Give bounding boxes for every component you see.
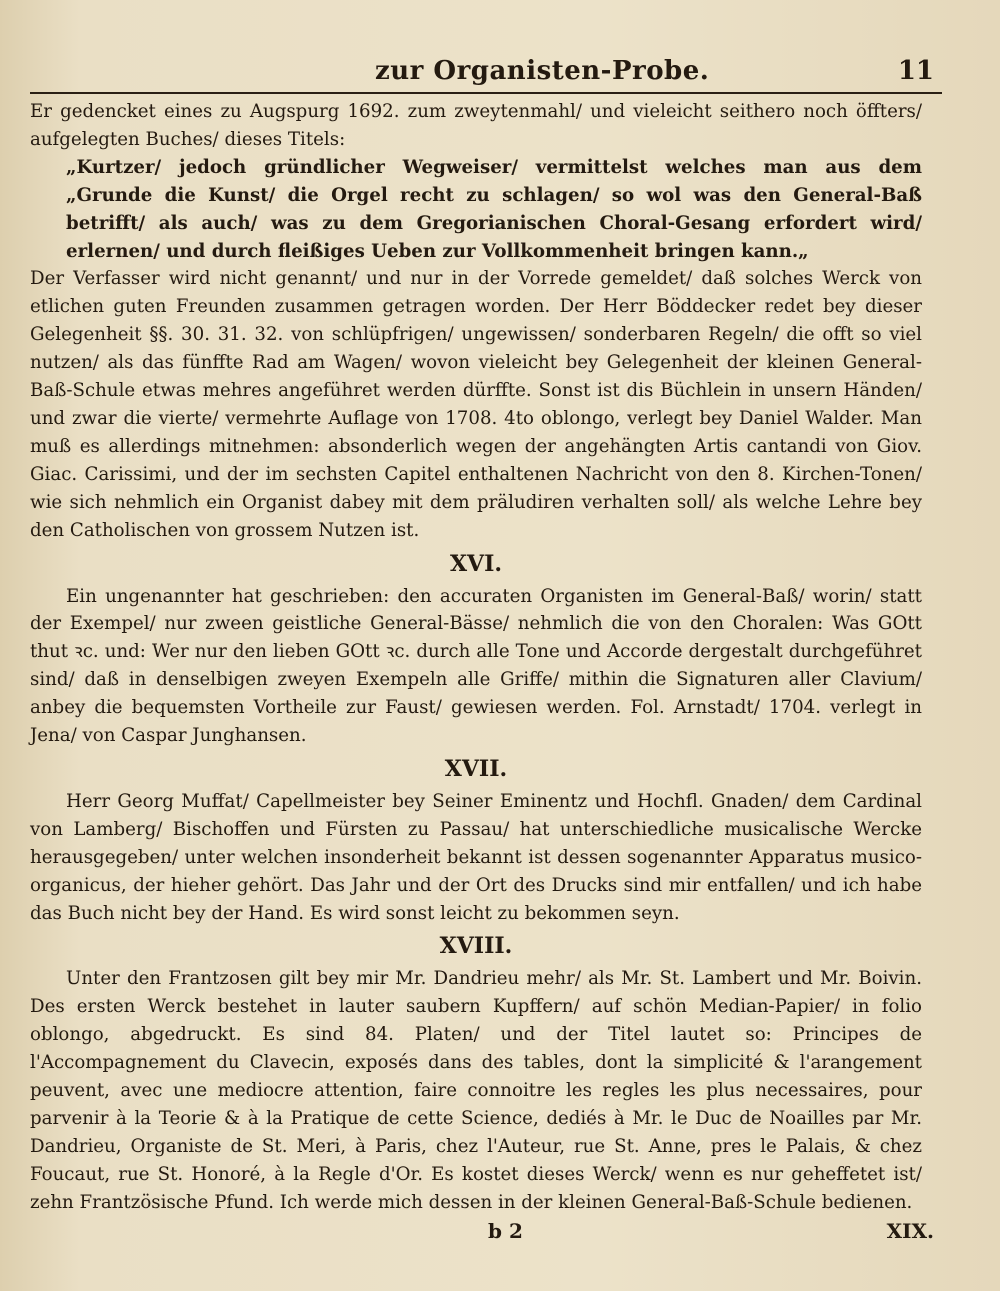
page-footer: [30, 1217, 934, 1257]
page-number: 11: [897, 56, 934, 86]
running-title: zur Organisten-Probe.: [375, 56, 710, 86]
intro-text: Er gedencket eines zu Augspurg 1692. zum zweytenmahl/ und vieleicht seithero noch öffters/ aufgelegten Buches/ dieses Titels:: [30, 101, 922, 150]
book-title-quote: „Kurtzer/ jedoch gründlicher Wegweiser/ vermittelst welches man aus dem „Grunde die Kunst/ die Orgel recht zu schlagen/ so wol was den General-Baß betrifft/ als auch/ was zu dem Gregorianischen Choral-Gesang erfordert wird/ erlernen/ und durch fleißiges Ueben zur Vollkommenheit bringen kann.„: [66, 156, 922, 262]
page-body: [30, 98, 922, 1217]
header-rule: [30, 92, 942, 94]
intro-text-continued: Der Verfasser wird nicht genannt/ und nur in der Vorrede gemeldet/ daß solches Werck von etlichen guten Freunden zusammen getragen worden. Der Herr Böddecker redet bey dieser Gelegenheit §§. 30. 31. 32. von schlüpfrigen/ ungewissen/ sonderbaren Regeln/ die offt so viel nutzen/ als das fünffte Rad am Wagen/ wovon vieleicht bey Gelegenheit der kleinen General-Baß-Schule etwas mehres angeführet werden dürffte. Sonst ist dis Büchlein in unsern Händen/ und zwar die vierte/ vermehrte Auflage von 1708. 4to oblongo, verlegt bey Daniel Walder. Man muß es allerdings mitnehmen: absonderlich wegen der angehängten Artis cantandi von Giov. Giac. Carissimi, und der im sechsten Capitel enthaltenen Nachricht von den 8. Kirchen-Tonen/ wie sich nehmlich ein Organist dabey mit dem präludiren verhalten soll/ als welche Lehre bey den Catholischen von grossem Nutzen ist.: [30, 268, 922, 541]
section-18-text: Unter den Frantzosen gilt bey mir Mr. Dandrieu mehr/ als Mr. St. Lambert und Mr. Boivin. Des ersten Werck bestehet in lauter saubern Kupffern/ auf schön Median-Papier/ in folio oblongo, abgedruckt. Es sind 84. Platen/ und der Titel lautet so: Principes de l'Accompagnement du Clavecin, exposés dans des tables, dont la simplicité & l'arangement peuvent, avec une mediocre attention, faire connoitre les regles les plus necessaires, pour parvenir à la Teorie & à la Pratique de cette Science, dediés à Mr. le Duc de Noailles par Mr. Dandrieu, Organiste de St. Meri, à Paris, chez l'Auteur, rue St. Anne, pres le Palais, & chez Foucaut, rue St. Honoré, à la Regle d'Or. Es kostet dieses Werck/ wenn es nur geheffetet ist/ zehn Frantzösische Pfund. Ich werde mich dessen in der kleinen General-Baß-Schule bedienen.: [30, 968, 922, 1213]
section-17-text: Herr Georg Muffat/ Capellmeister bey Seiner Eminentz und Hochfl. Gnaden/ dem Cardinal von Lamberg/ Bischoffen und Fürsten zu Passau/ hat unterschiedliche musicalische Wercke herausgegeben/ unter welchen insonderheit bekannt ist dessen sogenannter Apparatus musico-organicus, der hieher gehört. Das Jahr und der Ort des Drucks sind mir entfallen/ und ich habe das Buch nicht bey der Hand. Es wird sonst leicht zu bekommen seyn.: [30, 790, 922, 924]
section-number-16: XVI.: [449, 550, 503, 577]
section-number-18: XVIII.: [439, 933, 513, 960]
intro-paragraph: [30, 98, 922, 545]
running-head: [30, 50, 934, 98]
catchword: XIX.: [886, 1218, 934, 1243]
section-number-17: XVII.: [444, 755, 508, 782]
section-16-text: Ein ungenannter hat geschrieben: den accuraten Organisten im General-Baß/ worin/ statt der Exempel/ nur zween geistliche General-Bässe/ nehmlich die von den Choralen: Was GOtt thut ꝛc. und: Wer nur den lieben GOtt ꝛc. durch alle Tone und Accorde dergestalt durchgeführet sind/ daß in denselbigen zweyen Exempeln alle Griffe/ mithin die Signaturen aller Clavium/ anbey die bequemsten Vortheile zur Faust/ gewiesen werden. Fol. Arnstadt/ 1704. verlegt in Jena/ von Caspar Junghansen.: [30, 585, 922, 747]
signature-mark: b 2: [488, 1218, 523, 1243]
